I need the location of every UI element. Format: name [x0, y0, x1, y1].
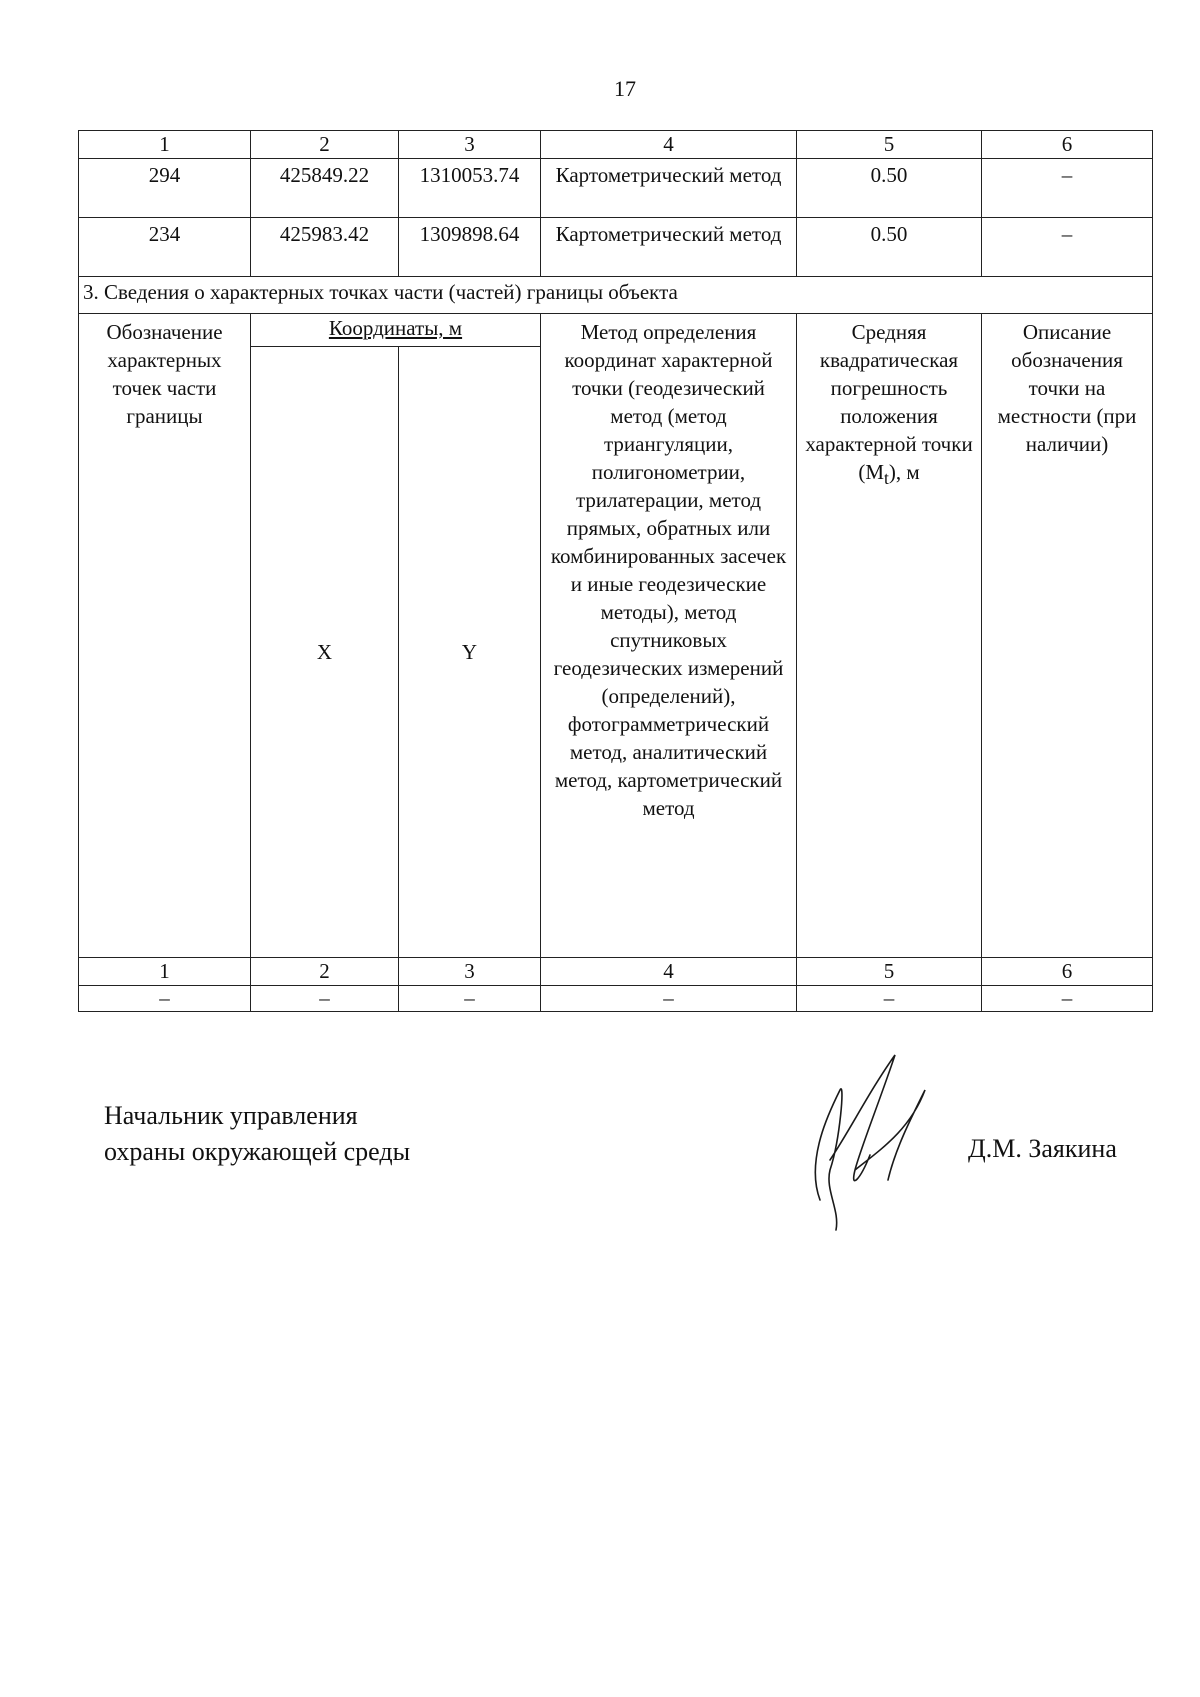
column-number-row — [79, 958, 1153, 986]
section-heading-row — [79, 277, 1153, 314]
header-error-suffix: ), м — [888, 460, 920, 484]
column-number: 5 — [797, 958, 982, 986]
header-coordinates-label: Координаты, м — [328, 316, 463, 340]
description-cell: – — [982, 218, 1153, 277]
position-line-1: Начальник управления — [104, 1101, 358, 1130]
point-id: 294 — [79, 159, 251, 218]
column-number: 5 — [797, 131, 982, 159]
header-y: Y — [399, 347, 541, 958]
section-title: 3. Сведения о характерных точках части (частей) границы объекта — [79, 277, 1153, 314]
coord-x: 425849.22 — [251, 159, 399, 218]
table-row — [79, 986, 1153, 1012]
column-number: 1 — [79, 958, 251, 986]
header-point-designation: Обозначение характерных точек части границы — [79, 314, 251, 958]
column-number: 6 — [982, 131, 1153, 159]
empty-cell: – — [251, 986, 399, 1012]
coord-y: 1309898.64 — [399, 218, 541, 277]
position-line-2: охраны окружающей среды — [104, 1137, 411, 1166]
coord-y: 1310053.74 — [399, 159, 541, 218]
empty-cell: – — [797, 986, 982, 1012]
header-coordinates — [251, 314, 541, 347]
column-number: 3 — [399, 958, 541, 986]
column-number: 4 — [541, 958, 797, 986]
column-number: 3 — [399, 131, 541, 159]
column-number-row — [79, 131, 1153, 159]
header-x: X — [251, 347, 399, 958]
method-cell: Картометрический метод — [541, 159, 797, 218]
table-row — [79, 159, 1153, 218]
description-cell: – — [982, 159, 1153, 218]
signer-name: Д.М. Заякина — [968, 1134, 1117, 1163]
column-number: 6 — [982, 958, 1153, 986]
column-number: 2 — [251, 958, 399, 986]
header-error-subscript: t — [884, 468, 889, 489]
boundary-points-table — [78, 130, 1153, 1012]
header-error-prefix: Средняя квадратическая погрешность положения характерной точки (M — [805, 320, 973, 484]
handwritten-signature — [800, 1050, 960, 1240]
signatory-position — [104, 1098, 410, 1170]
header-description: Описание обозначения точки на местности (при наличии) — [982, 314, 1153, 958]
empty-cell: – — [79, 986, 251, 1012]
column-number: 1 — [79, 131, 251, 159]
empty-cell: – — [399, 986, 541, 1012]
empty-cell: – — [541, 986, 797, 1012]
point-id: 234 — [79, 218, 251, 277]
error-cell: 0.50 — [797, 218, 982, 277]
header-row — [79, 314, 1153, 347]
error-cell: 0.50 — [797, 159, 982, 218]
coord-x: 425983.42 — [251, 218, 399, 277]
empty-cell: – — [982, 986, 1153, 1012]
column-number: 4 — [541, 131, 797, 159]
header-error — [797, 314, 982, 958]
header-method: Метод определения координат характерной точки (геодезический метод (метод триангуляции, полигонометрии, трилатерации, метод прямых, обратных или комбинированных засечек и иные геодезические методы), метод спутниковых геодезических измерений (определений), фотограмметрический метод, аналитический метод, картометрический метод — [541, 314, 797, 958]
page-number: 17 — [614, 76, 636, 101]
method-cell: Картометрический метод — [541, 218, 797, 277]
column-number: 2 — [251, 131, 399, 159]
table-row — [79, 218, 1153, 277]
